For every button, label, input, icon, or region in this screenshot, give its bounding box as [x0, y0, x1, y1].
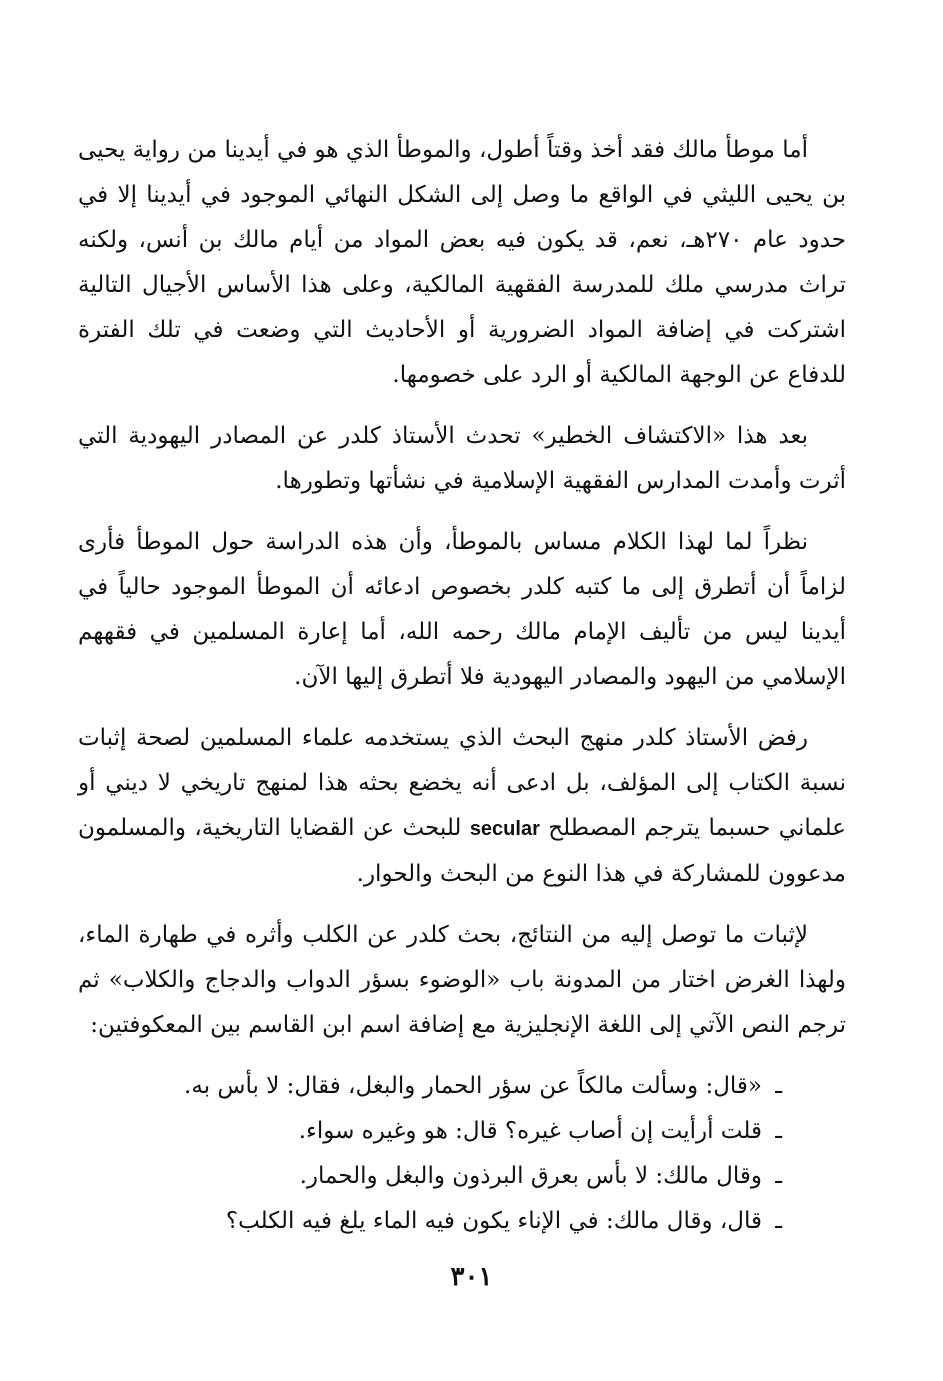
quote-text: قلت أرأيت إن أصاب غيره؟ قال: هو وغيره سواء. — [298, 1118, 762, 1144]
quote-line — [78, 1199, 782, 1244]
quote-line — [78, 1154, 782, 1199]
dash-marker: ـ — [775, 1118, 782, 1144]
paragraph-4-part-1: رفض الأستاذ كلدر منهج البحث الذي يستخدمه علماء المسلمين لصحة إثبات نسبة الكتاب إلى المؤلف، بل ادعى أنه يخضع بحثه هذا لمنهج تاريخي لا ديني أو علماني حسبما يترجم المصطلح — [78, 725, 847, 841]
quote-text: «قال: وسألت مالكاً عن سؤر الحمار والبغل، فقال: لا بأس به. — [184, 1073, 762, 1099]
paragraph-1: أما موطأ مالك فقد أخذ وقتاً أطول، والموطأ الذي هو في أيدينا من رواية يحيى بن يحيى الليثي في الواقع ما وصل إلى الشكل النهائي الموجود في أيدينا إلا في حدود عام ٢٧٠هـ، نعم، قد يكون فيه بعض المواد من أيام مالك بن أنس، ولكنه تراث مدرسي ملك للمدرسة الفقهية المالكية، وعلى هذا الأساس الأجيال التالية اشتركت في إضافة المواد الضرورية أو الأحاديث التي وضعت في تلك الفترة للدفاع عن الوجهة المالكية أو الرد على خصومها. — [78, 137, 847, 388]
paragraph-5: لإثبات ما توصل إليه من النتائج، بحث كلدر عن الكلب وأثره في طهارة الماء، ولهذا الغرض اختار من المدونة باب «الوضوء بسؤر الدواب والدجاج والكلاب» ثم ترجم النص الآتي إلى اللغة الإنجليزية مع إضافة اسم ابن القاسم بين المعكوفتين: — [78, 922, 846, 1038]
paragraph-3: نظراً لما لهذا الكلام مساس بالموطأ، وأن هذه الدراسة حول الموطأ فأرى لزاماً أن أتطرق إلى ما كتبه كلدر بخصوص ادعائه أن الموطأ الموجود حالياً في أيدينا ليس من تأليف الإمام مالك رحمه الله، أما إعارة المسلمين في فقههم الإسلامي من اليهود والمصادر اليهودية فلا أتطرق إليها الآن. — [78, 529, 846, 690]
quote-list — [78, 1064, 846, 1244]
latin-term-secular: secular — [469, 818, 540, 840]
quote-text: وقال مالك: لا بأس بعرق البرذون والبغل والحمار. — [299, 1163, 762, 1189]
paragraph-4 — [78, 716, 846, 897]
quote-text: قال، وقال مالك: في الإناء يكون فيه الماء يلغ فيه الكلب؟ — [225, 1208, 762, 1234]
paragraph-2: بعد هذا «الاكتشاف الخطير» تحدث الأستاذ كلدر عن المصادر اليهودية التي أثرت وأمدت المدارس الفقهية الإسلامية في نشأتها وتطورها. — [78, 423, 846, 494]
dash-marker: ـ — [775, 1208, 782, 1234]
quote-line — [78, 1109, 782, 1154]
quote-line — [78, 1064, 782, 1109]
dash-marker: ـ — [775, 1073, 782, 1099]
body-text — [78, 128, 846, 1244]
page-number: ٣٠١ — [450, 1262, 493, 1292]
paragraph-4-part-2: للبحث عن القضايا التاريخية، والمسلمون مدعوون للمشاركة في هذا النوع من البحث والحوار. — [78, 815, 846, 887]
dash-marker: ـ — [775, 1163, 782, 1189]
